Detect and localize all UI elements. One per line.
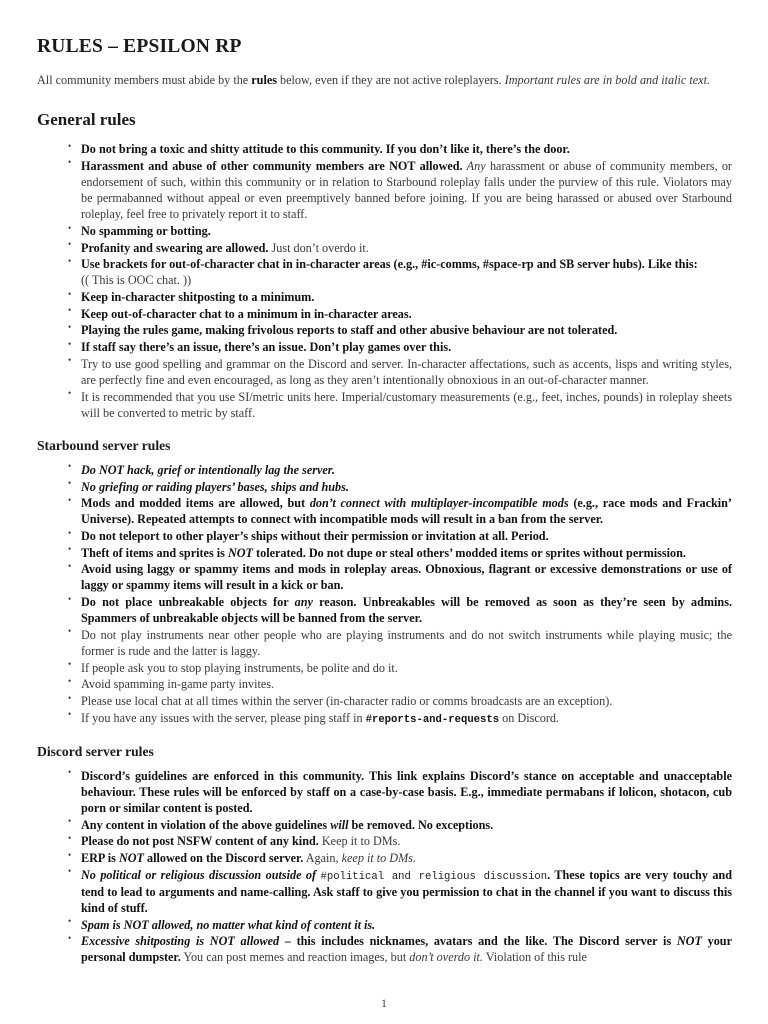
ooc-chat-example: (( This is OOC chat. )) <box>81 273 192 288</box>
rule-bold-text: tolerated. Do not dupe or steal others’ modded items or sprites without permission. <box>253 545 686 560</box>
rule-bold-text: reason. Unbreakables will be removed as soon as they’re seen by admins. Spammers of unbreakable objects will be banned from the server. <box>81 595 732 626</box>
rule-item <box>68 462 732 478</box>
rule-item <box>68 833 732 849</box>
rule-bold-text: Playing the rules game, making frivolous reports to staff and other abusive behaviour are not tolerated. <box>81 323 618 338</box>
rule-plain-text: Do not play instruments near other people who are playing instruments and do not switch instruments while playing music; the former is rude and the latter is laggy. <box>81 627 732 659</box>
rule-italic-text: don’t overdo it. <box>409 950 483 965</box>
rules-list-discord <box>37 768 732 966</box>
page-number: 1 <box>381 998 387 1010</box>
intro-text-1: All community members must abide by the <box>37 73 252 87</box>
rule-bold-text: No spamming or botting. <box>81 224 211 238</box>
rule-item <box>68 594 732 626</box>
page-title: RULES – EPSILON RP <box>37 36 242 57</box>
rule-plain-text: It is recommended that you use SI/metric units here. Imperial/customary measurements (e.g., feet, inches, pounds) in roleplay sheets will be converted to metric by staff. <box>81 389 732 420</box>
rule-item <box>68 389 732 421</box>
rule-item <box>68 495 732 527</box>
rule-item <box>68 676 732 692</box>
rule-bold-text: (e.g., race mods and Frackin’ Universe). Repeated attempts to connect with incompatible mods will result in a ban from the server. <box>81 496 732 527</box>
rule-bolditalic-text: will <box>330 817 349 832</box>
rule-item <box>68 339 732 355</box>
intro-text-2: below, even if they are not active roleplayers. <box>277 73 505 87</box>
rule-bold-text: Harassment and abuse of other community members are NOT allowed. <box>81 158 463 173</box>
rule-item <box>68 256 732 288</box>
rule-bolditalic-text: Excessive shitposting is NOT allowed <box>81 934 280 949</box>
rule-plain-text: You can post memes and reaction images, but <box>180 950 410 965</box>
rule-plain-text: Violation of this rule <box>482 950 587 965</box>
rule-bold-text: If staff say there’s an issue, there’s an issue. Don’t play games over this. <box>81 340 452 355</box>
rule-bold-text: . These topics are very touchy and tend to lead to arguments and name-calling. Ask staff to give you permission to chat in the channel if you want to discuss this kind of stuff. <box>81 867 732 915</box>
rule-bold-text: Theft of items and sprites is <box>81 545 228 560</box>
rule-plain-text: If you have any issues with the server, please ping staff in <box>81 710 366 725</box>
rule-item <box>68 917 732 933</box>
rule-plain-text: Just don’t overdo it. <box>268 240 369 255</box>
section-heading-discord-server-rules: Discord server rules <box>37 743 154 759</box>
rule-bold-text: , <box>476 257 483 272</box>
channel-name-ic-comms: #ic-comms <box>421 257 477 272</box>
rule-bolditalic-text: any <box>294 595 313 610</box>
rules-list-starbound <box>37 462 732 727</box>
intro-paragraph <box>37 72 732 88</box>
rules-list-general <box>37 141 732 421</box>
rule-bold-text: Do not place unbreakable objects for <box>81 595 295 610</box>
rule-italic-text: keep it to DMs. <box>341 851 417 866</box>
rule-bold-text: Mods and modded items are allowed, but <box>81 496 310 511</box>
rule-item <box>68 356 732 388</box>
rule-bold-text: allowed on the Discord server. <box>144 851 304 866</box>
channel-name-reports-and-requests: #reports-and-requests <box>365 713 500 726</box>
rule-bold-text: Do not bring a toxic and shitty attitude to this community. If you don’t like it, there’s the door. <box>81 142 570 157</box>
rule-item <box>68 479 732 495</box>
rule-bolditalic-text: don’t connect with multiplayer-incompatible mods <box>309 496 569 511</box>
rule-item <box>68 289 732 305</box>
intro-bold-rules: rules <box>251 73 277 87</box>
rule-item <box>68 223 732 239</box>
rule-item <box>68 158 732 223</box>
rule-bold-text: be removed. No exceptions. <box>348 817 494 832</box>
rule-item <box>68 561 732 593</box>
rule-bold-text: Profanity and swearing are allowed. <box>81 240 269 255</box>
rule-plain-text: harassment or abuse of community members, or endorsement of such, within this community or in relation to Starbound roleplay falls under the purview of this rule. Violators may be permabanned without appeal or even preemptively banned before joining. If you are being harassed or abused over Starbound roleplay, feel free to privately report it to staff. <box>81 158 732 222</box>
rule-item <box>68 817 732 833</box>
rule-plain-text: Try to use good spelling and grammar on the Discord and server. In-character affectations, such as accents, lisps and writing styles, are perfectly fine and even encouraged, as long as they aren’t intentionally obnoxious in an out-of-character manner. <box>81 356 732 387</box>
intro-italic-note: Important rules are in bold and italic text. <box>504 73 711 87</box>
rule-bold-text: Use brackets for out-of-character chat in in-character areas (e.g., <box>81 257 422 272</box>
rule-bold-text: Please do not post NSFW content of any kind. <box>81 834 319 849</box>
rule-bolditalic-text: Do NOT hack, grief or intentionally lag the server. <box>81 462 335 477</box>
rule-item <box>68 660 732 676</box>
rule-item <box>68 240 732 256</box>
rule-plain-text: Please use local chat at all times within the server (in-character radio or comms broadcasts are an exception). <box>81 694 613 709</box>
rule-bold-text: ERP is <box>81 851 119 866</box>
rule-bolditalic-text: Spam is NOT allowed, no matter what kind of content it is. <box>81 917 376 932</box>
rule-bold-text: Keep out-of-character chat to a minimum in in-character areas. <box>81 306 412 321</box>
rule-plain-text: Keep it to DMs. <box>318 834 401 849</box>
rule-italic-text: Any <box>462 158 486 173</box>
section-heading-general-rules: General rules <box>37 110 136 130</box>
rule-bold-text: Keep in-character shitposting to a minimum. <box>81 290 315 305</box>
channel-name-space-rp: #space-rp <box>482 257 534 272</box>
rule-plain-text: on Discord. <box>499 710 560 725</box>
rule-item <box>68 693 732 709</box>
rule-item <box>68 322 732 338</box>
rule-bold-text: Avoid using laggy or spammy items and mods in roleplay areas. Obnoxious, flagrant or excessive demonstrations or use of laggy or spammy items will result in a kick or ban. <box>81 562 732 593</box>
rule-bolditalic-text: NOT <box>676 934 702 949</box>
rule-item <box>68 627 732 659</box>
rule-item <box>68 867 732 916</box>
rule-item <box>68 528 732 544</box>
rule-item <box>68 141 732 157</box>
rule-item <box>68 933 732 965</box>
rule-bolditalic-text: NOT <box>227 545 253 560</box>
rule-bold-text: Discord’s guidelines are enforced in this community. This link explains Discord’s stance on acceptable and unacceptable behaviour. These rules will be enforced by staff on a case-by-case basis. E.g., immediate permabans if lolicon, shotacon, cub porn or similar content is posted. <box>81 768 732 816</box>
rule-item <box>68 710 732 727</box>
rule-bold-text: and SB server hubs). Like this: <box>533 257 698 272</box>
channel-name-political-and-religious-discussion: #political and religious discussion <box>320 870 548 883</box>
rule-bold-text: Any content in violation of the above guidelines <box>81 817 331 832</box>
rule-bold-text: your personal dumpster. <box>81 934 732 965</box>
rule-item <box>68 306 732 322</box>
rule-item <box>68 850 732 866</box>
rule-bolditalic-text: No griefing or raiding players’ bases, ships and hubs. <box>81 479 349 494</box>
rule-bold-text: Do not teleport to other player’s ships without their permission or invitation at all. Period. <box>81 529 549 543</box>
section-heading-starbound-server-rules: Starbound server rules <box>37 437 171 453</box>
rule-plain-text: Avoid spamming in-game party invites. <box>81 677 275 692</box>
rule-bolditalic-text: No political or religious discussion outside of <box>81 867 321 882</box>
rule-item <box>68 768 732 816</box>
rule-bolditalic-text: NOT <box>118 851 144 866</box>
rule-bold-text: – this includes nicknames, avatars and the like. The Discord server is <box>279 934 677 949</box>
rule-plain-text: Again, <box>303 851 342 866</box>
rule-plain-text: If people ask you to stop playing instruments, be polite and do it. <box>81 660 398 675</box>
rule-item <box>68 545 732 561</box>
